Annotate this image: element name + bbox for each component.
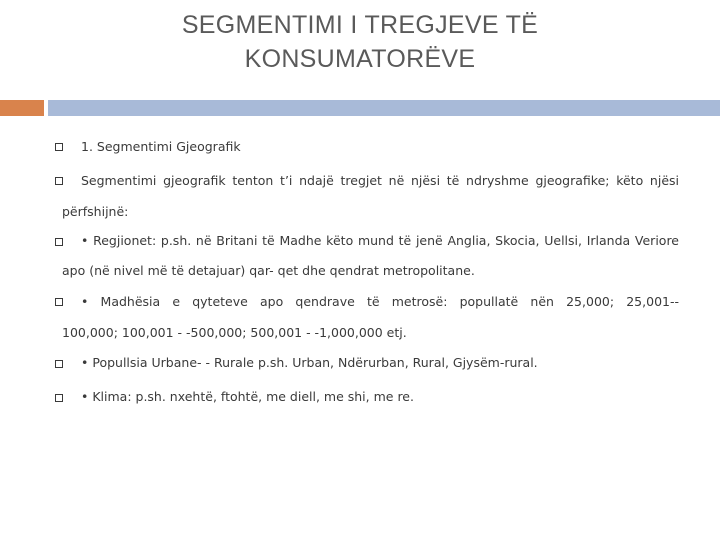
square-bullet-icon: [55, 360, 63, 368]
square-bullet-icon: [55, 298, 63, 306]
square-bullet-icon: [55, 143, 63, 151]
list-item-line-1: Segmentimi gjeografik tenton t’i ndajë tregjet në njësi të ndryshme gjeografike; këto njësi: [81, 173, 679, 188]
list-item: • Popullsia Urbane- - Rurale p.sh. Urban, Ndërurban, Rural, Gjysëm-rural.: [81, 355, 538, 370]
square-bullet-icon: [55, 394, 63, 402]
list-item-line-1: • Regjionet: p.sh. në Britani të Madhe këto mund të jenë Anglia, Skocia, Uellsi, Irlanda Veriore: [81, 233, 679, 248]
slide-title-line-2: KONSUMATORËVE: [244, 45, 476, 73]
list-item-line-2: apo (në nivel më të detajuar) qar- qet dhe qendrat metropolitane.: [62, 263, 475, 278]
slide-title-line-1: SEGMENTIMI I TREGJEVE TË: [181, 11, 539, 39]
square-bullet-icon: [55, 177, 63, 185]
list-item: • Klima: p.sh. nxehtë, ftohtë, me diell, me shi, me re.: [81, 389, 414, 404]
list-item-line-1: • Madhësia e qyteteve apo qendrave të metrosë: popullatë nën 25,000; 25,001--: [81, 294, 679, 309]
list-item-line-2: përfshijnë:: [62, 204, 129, 219]
list-item: 1. Segmentimi Gjeografik: [81, 139, 241, 154]
square-bullet-icon: [55, 238, 63, 246]
list-item-line-2: 100,000; 100,001 - -500,000; 500,001 - -1,000,000 etj.: [62, 325, 407, 340]
